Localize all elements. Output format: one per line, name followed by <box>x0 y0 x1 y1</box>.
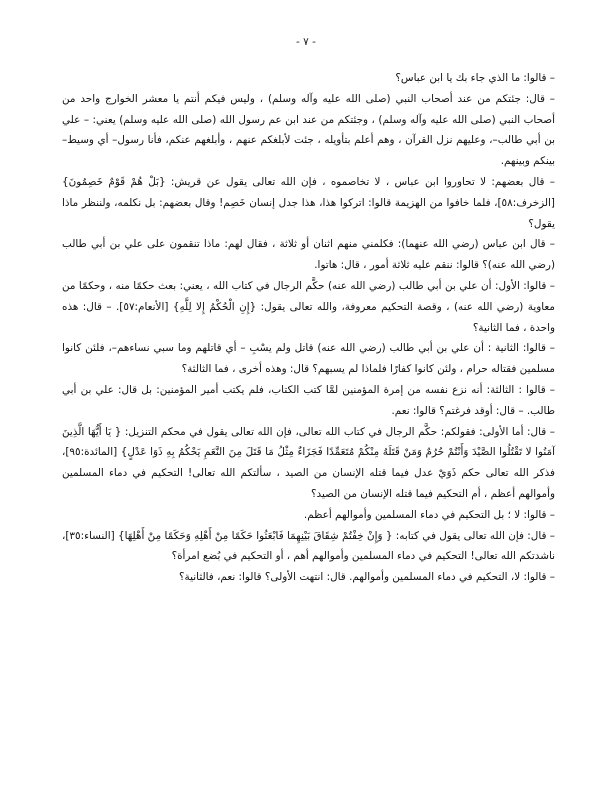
paragraph-9: – قالوا: لا ؛ بل التحكيم في دماء المسلمين وأموالهم أعظم. <box>303 508 555 521</box>
paragraph-5: – قالوا: الأول: أن علي بن أبي طالب (رضي الله عنه) حكَّم الرجال في كتاب الله ، يعني: بعث حكمًا منه ، وحكمًا من معاوية (رضي الله عنه) ، وقصة التحكيم معروفة، والله تعالى يقول: {إِنِ الْحُكْمُ إِلا لِلَّهِ} [الأنعام:٥٧]. – قال: هذه واحدة ، فما الثانية؟ <box>62 279 555 334</box>
paragraph-2: – قال: جئتكم من عند أصحاب النبي (صلى الله عليه وآله وسلم) ، وليس فيكم أنتم يا معشر الخوارج واحد من أصحاب النبي (صلى الله عليه وآله وسلم) ، وجئتكم من عند ابن عم رسول الله (صلى الله عليه وسلم) يعني: – علي بن أبي طالب–، وعليهم نزل القرآن ، وهم أعلم بتأويله ، جئت لأبلغكم عنهم ، وأبلغهم عنكم، فأنا رسول– أي وسيط– بينكم وبينهم. <box>62 92 555 168</box>
body-text <box>62 68 555 588</box>
paragraph-4: – قال ابن عباس (رضي الله عنهما): فكلمني منهم اثنان أو ثلاثة ، فقال لهم: ماذا تنقمون على علي بن أبي طالب (رضي الله عنه)؟ قالوا: ننقم عليه ثلاثة أمور ، قال: هاتوا. <box>62 238 555 272</box>
paragraph-3: – قال بعضهم: لا تحاوروا ابن عباس ، لا تخاصموه ، فإن الله تعالى يقول عن قريش: {بَلْ هُمْ قَوْمٌ خَصِمُونَ} [الزخرف:٥٨]، فلما خافوا من الهزيمة قالوا: اتركوا هذا، هذا جدل إنسان خَصِم! وقال بعضهم: بل نكلمه، ولننظر ماذا يقول؟ <box>62 175 555 230</box>
paragraph-6: – قالوا: الثانية : أن علي بن أبي طالب (رضي الله عنه) قاتل ولم يسْبِ – أي قاتلهم وما سبي نساءهم–، فلئن كانوا مسلمين فقتاله حرام ، ولئن كانوا كفارًا فلماذا لم يسبهم؟ قال: وهذه أخرى ، فما الثالثة؟ <box>62 342 555 376</box>
page-number: - ٧ - <box>296 36 316 48</box>
paragraph-7: – قالوا : الثالثة: أنه نزع نفسه من إمرة المؤمنين لمَّا كتب الكتاب، فلم يكتب أمير المؤمنين: بل قال: علي بن أبي طالب. – قال: أوقد فرغتم؟ قالوا: نعم. <box>62 383 555 417</box>
paragraph-10: – قال: فإن الله تعالى يقول في كتابه: { وَإِنْ خِفْتُمْ شِقَاقَ بَيْنِهِمَا فَابْعَثُوا حَكَمًا مِنْ أَهْلِهِ وَحَكَمًا مِنْ أَهْلِهَا} [النساء:٣٥]، ناشدتكم الله تعالى! التحكيم في دماء المسلمين وأموالهم أهم ، أو التحكيم في بُضع امرأة؟ <box>62 529 555 563</box>
paragraph-1: – قالوا: ما الذي جاء بك يا ابن عباس؟ <box>395 72 555 84</box>
paragraph-11: – قالوا: لا، التحكيم في دماء المسلمين وأموالهم. قال: انتهت الأولى؟ قالوا: نعم، فالثانية؟ <box>179 571 555 584</box>
paragraph-8: – قال: أما الأولى: فقولكم: حكَّم الرجال في كتاب الله تعالى، فإن الله تعالى يقول في محكم التنزيل: { يَا أَيُّهَا الَّذِينَ آمَنُوا لا تَقْتُلُوا الصَّيْدَ وَأَنْتُمْ حُرُمٌ وَمَنْ قَتَلَهُ مِنْكُمْ مُتَعَمِّدًا فَجَزَاءٌ مِثْلُ مَا قَتَلَ مِنَ النَّعَمِ يَحْكُمُ بِهِ ذَوَا عَدْلٍ} [المائدة:٩٥]، فذكر الله تعالى حكم ذَوَيْ عدل فيما قتله الإنسان من الصيد ، سألتكم الله تعالى! التحكيم في دماء المسلمين وأموالهم أعظم ، أم التحكيم فيما قتله الإنسان من الصيد؟ <box>62 425 555 500</box>
